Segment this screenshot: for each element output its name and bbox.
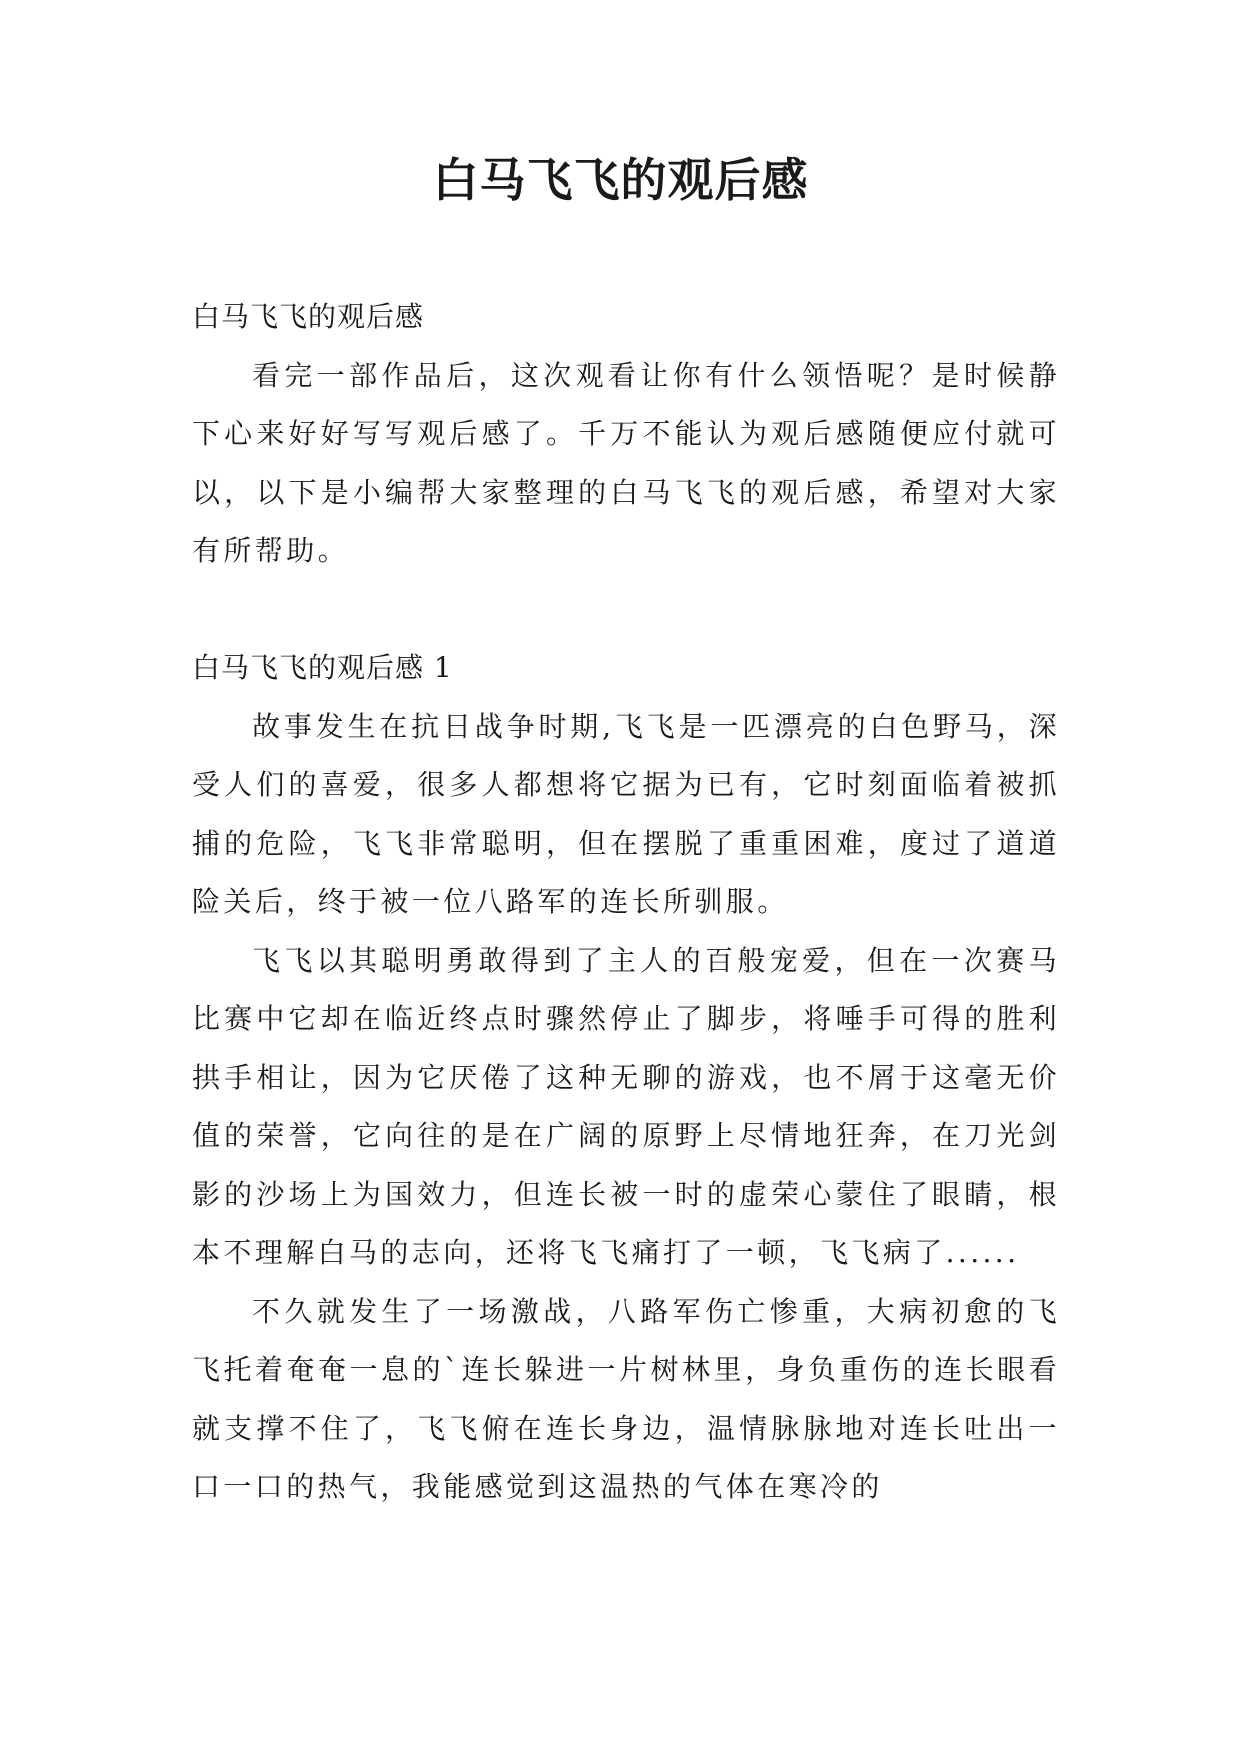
- intro-heading: 白马飞飞的观后感: [192, 300, 425, 333]
- section1-paragraph: 故事发生在抗日战争时期,飞飞是一匹漂亮的白色野马，深受人们的喜爱，很多人都想将它据为已有，它时刻面临着被抓捕的危险，飞飞非常聪明，但在摆脱了重重困难，度过了道道险关后，终于被一位八路军的连长所驯服。: [192, 709, 1060, 918]
- section1-heading: 白马飞飞的观后感 1: [192, 651, 453, 684]
- section1-paragraph: 不久就发生了一场激战，八路军伤亡惨重，大病初愈的飞飞托着奄奄一息的`连长躲进一片树林里，身负重伤的连长眼看就支撑不住了，飞飞俯在连长身边，温情脉脉地对连长吐出一口一口的热气，我能感觉到这温热的气体在寒冷的: [192, 1294, 1060, 1503]
- section1-paragraph: 飞飞以其聪明勇敢得到了主人的百般宠爱，但在一次赛马比赛中它却在临近终点时骤然停止了脚步，将唾手可得的胜利拱手相让，因为它厌倦了这种无聊的游戏，也不屑于这毫无价值的荣誉，它向往的是在广阔的原野上尽情地狂奔，在刀光剑影的沙场上为国效力，但连长被一时的虚荣心蒙住了眼睛，根本不理解白马的志向，还将飞飞痛打了一顿，飞飞病了......: [192, 943, 1060, 1269]
- section-spacer: [192, 581, 1060, 640]
- document-body: [192, 288, 1060, 1517]
- document-title: 白马飞飞的观后感: [432, 153, 809, 207]
- intro-paragraph: 看完一部作品后，这次观看让你有什么领悟呢？是时候静下心来好好写写观后感了。千万不能认为观后感随便应付就可以，以下是小编帮大家整理的白马飞飞的观后感，希望对大家有所帮助。: [192, 358, 1060, 567]
